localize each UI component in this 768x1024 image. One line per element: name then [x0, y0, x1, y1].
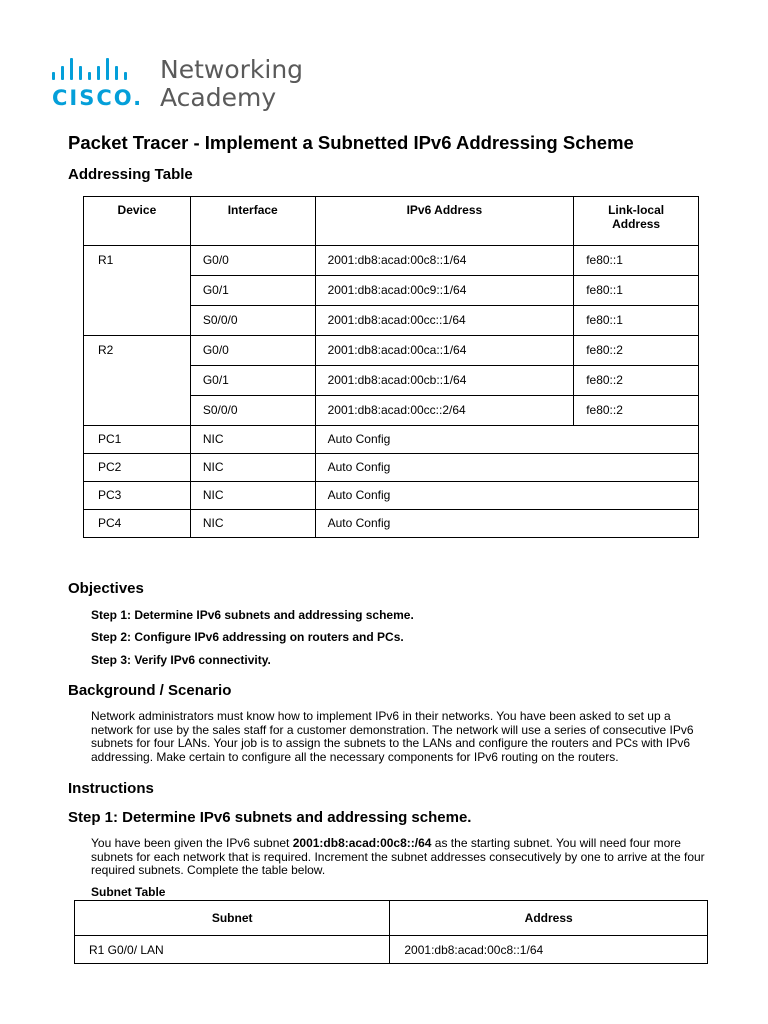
objective-step-3: Step 3: Verify IPv6 connectivity. — [91, 653, 271, 667]
device-cell: PC4 — [84, 510, 191, 538]
link-local-cell: fe80::2 — [574, 396, 699, 426]
subnet-cell: R1 G0/0/ LAN — [75, 936, 390, 964]
link-local-cell: fe80::1 — [574, 246, 699, 276]
cisco-bars-icon — [52, 58, 152, 80]
objectives-heading: Objectives — [68, 580, 144, 597]
ipv6-cell: 2001:db8:acad:00cc::1/64 — [315, 306, 574, 336]
instructions-heading: Instructions — [68, 780, 154, 797]
cisco-networking-academy-logo — [52, 56, 312, 116]
interface-cell: S0/0/0 — [190, 396, 315, 426]
ipv6-cell: Auto Config — [315, 454, 698, 482]
interface-cell: G0/1 — [190, 276, 315, 306]
ipv6-cell: Auto Config — [315, 510, 698, 538]
ipv6-cell: Auto Config — [315, 426, 698, 454]
interface-cell: G0/0 — [190, 246, 315, 276]
table-header-row — [75, 901, 708, 936]
header-device: Device — [84, 197, 191, 246]
objective-step-1: Step 1: Determine IPv6 subnets and addressing scheme. — [91, 608, 414, 622]
header-address: Address — [390, 901, 708, 936]
step1-heading: Step 1: Determine IPv6 subnets and addressing scheme. — [68, 809, 472, 826]
table-row — [84, 482, 699, 510]
ipv6-cell: 2001:db8:acad:00cb::1/64 — [315, 366, 574, 396]
step1-paragraph — [91, 837, 711, 878]
ipv6-cell: 2001:db8:acad:00cc::2/64 — [315, 396, 574, 426]
table-header-row — [84, 197, 699, 246]
interface-cell: NIC — [190, 454, 315, 482]
table-row — [84, 246, 699, 276]
interface-cell: NIC — [190, 510, 315, 538]
link-local-cell: fe80::1 — [574, 276, 699, 306]
step1-text-before: You have been given the IPv6 subnet — [91, 836, 293, 850]
background-paragraph: Network administrators must know how to implement IPv6 in their networks. You have been asked to set up a network for use by the sales staff for a customer demonstration. The network will use a series of consecutive IPv6 subnets for four LANs. Your job is to assign the subnets to the LANs and configure the routers and PCs with IPv6 addressing. Make certain to configure all the necessary components for IPv6 routing on the routers. — [91, 709, 694, 764]
table-row — [84, 336, 699, 366]
interface-cell: S0/0/0 — [190, 306, 315, 336]
page-title: Packet Tracer - Implement a Subnetted IPv6 Addressing Scheme — [68, 132, 634, 153]
subnet-table-label: Subnet Table — [91, 885, 166, 899]
table-row — [84, 454, 699, 482]
table-row — [84, 510, 699, 538]
interface-cell: NIC — [190, 426, 315, 454]
header-subnet: Subnet — [75, 901, 390, 936]
ipv6-cell: 2001:db8:acad:00c8::1/64 — [315, 246, 574, 276]
header-link-local: Link-local Address — [574, 197, 699, 246]
device-cell: PC3 — [84, 482, 191, 510]
link-local-cell: fe80::2 — [574, 366, 699, 396]
interface-cell: G0/0 — [190, 336, 315, 366]
table-row — [75, 936, 708, 964]
subnet-table — [74, 900, 708, 964]
ipv6-cell: 2001:db8:acad:00c9::1/64 — [315, 276, 574, 306]
logo-academy-text: Academy — [160, 83, 277, 112]
step1-text-after: as the starting subnet. You will need four more subnets for each network that is required. Increment the subnet addresses consecutively by one to arrive at the four required subnets. Complete the table below. — [91, 836, 705, 877]
device-cell: PC1 — [84, 426, 191, 454]
header-interface: Interface — [190, 197, 315, 246]
interface-cell: G0/1 — [190, 366, 315, 396]
starting-subnet: 2001:db8:acad:00c8::/64 — [292, 836, 432, 850]
device-cell: R1 — [84, 246, 191, 336]
device-cell: R2 — [84, 336, 191, 426]
ipv6-cell: 2001:db8:acad:00ca::1/64 — [315, 336, 574, 366]
addressing-table — [83, 196, 699, 538]
header-ipv6-address: IPv6 Address — [315, 197, 574, 246]
address-cell: 2001:db8:acad:00c8::1/64 — [390, 936, 708, 964]
link-local-cell: fe80::2 — [574, 336, 699, 366]
link-local-cell: fe80::1 — [574, 306, 699, 336]
background-heading: Background / Scenario — [68, 682, 232, 699]
ipv6-cell: Auto Config — [315, 482, 698, 510]
logo-networking-text: Networking — [160, 55, 304, 84]
cisco-wordmark: CISCO. — [52, 86, 144, 110]
device-cell: PC2 — [84, 454, 191, 482]
objective-step-2: Step 2: Configure IPv6 addressing on routers and PCs. — [91, 630, 404, 644]
addressing-table-heading: Addressing Table — [68, 166, 193, 183]
table-row — [84, 426, 699, 454]
interface-cell: NIC — [190, 482, 315, 510]
